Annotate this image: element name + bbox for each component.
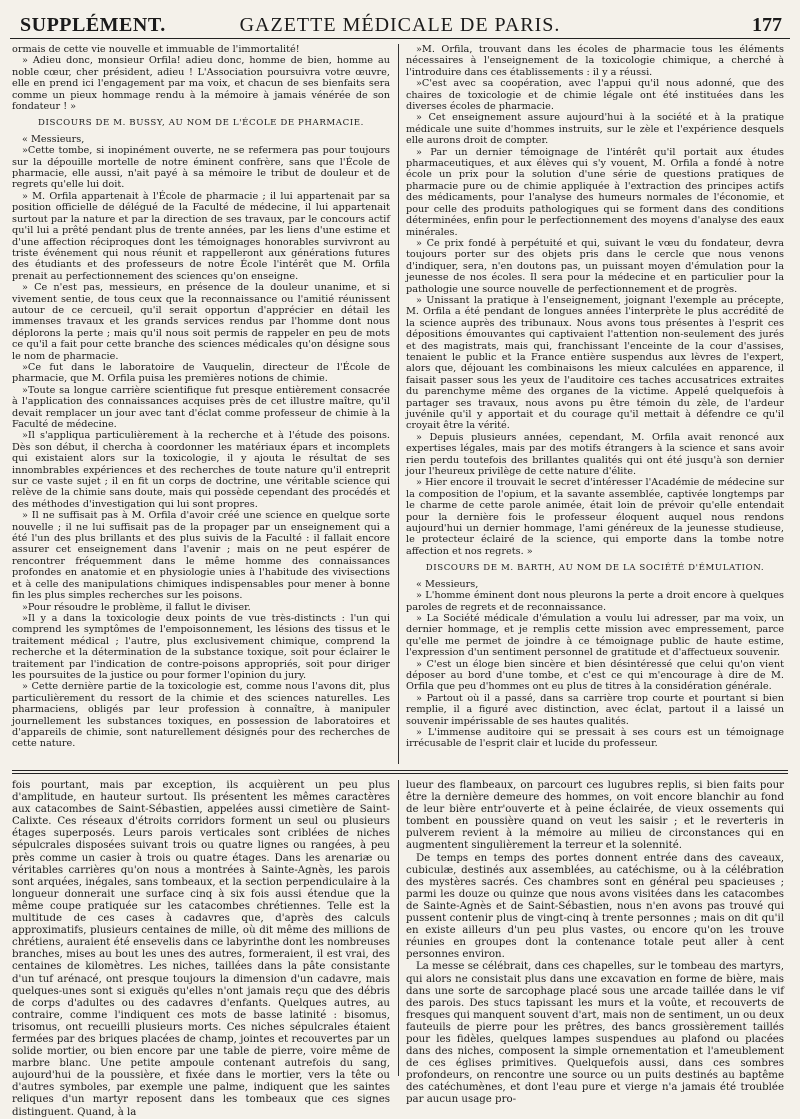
page-header — [10, 0, 790, 38]
salutation: « Messieurs, — [22, 133, 85, 145]
paragraph: »M. Orfila, trouvant dans les écoles de pharmacie tous les éléments nécessaires à l'enseignement de la toxicologie chimique, a cherché à l'introduire dans ces établissements : il y a réussi. — [406, 44, 784, 78]
paragraph: » Il ne suffisait pas à M. Orfila d'avoir créé une science en quelque sorte nouvelle ; il ne lui suffisait pas de la propager par un enseignement qui a été l'un des plus brillants et des plus suivis de la Faculté : il fallait encore assurer cet enseignement dans l'avenir ; mais on ne peut espérer de rencontrer fréquemment dans le même homme des connaissances profondes en anatomie et en physiologie unies à l'habitude des vivisections et à celle des manipulations chimiques indispensables pour mener à bonne fin les plus simples recherches sur les poisons. — [12, 510, 390, 602]
column-separator — [398, 44, 399, 764]
paragraph: » Adieu donc, monsieur Orfila! adieu donc, homme de bien, homme au noble cœur, cher président, adieu ! L'Association poursuivra votre œuvre, elle en prend ici l'engagement par ma voix, et chacun de ses bienfaits sera comme un pieux hommage rendu à la mémoire à jamais vénérée de son fondateur ! » — [12, 55, 390, 113]
paragraph: ormais de cette vie nouvelle et immuable de l'immortalité! — [12, 44, 300, 55]
feuilleton-rule-double — [12, 773, 788, 774]
feuilleton-column-right — [406, 780, 784, 1106]
paragraph: » Hier encore il trouvait le secret d'intéresser l'Académie de médecine sur la composition de l'opium, et la savante assemblée, captivée longtemps par le charme de cette parole animée, était loin de prévoir qu'elle entendait pour la dernière fois le professeur éloquent auquel nous rendons aujourd'hui un dernier hommage, l'ami généreux de la jeunesse studieuse, le protecteur éclairé de la science, qui emporte dans la tombe notre affection et nos regrets. » — [406, 477, 784, 557]
speech-heading-barth: DISCOURS DE M. BARTH, AU NOM DE LA SOCIÉTÉ D'ÉMULATION. — [425, 563, 765, 574]
paragraph: » La Société médicale d'émulation a voulu lui adresser, par ma voix, un dernier hommage, et je remplis cette mission avec empressement, parce qu'elle me permet de joindre à ce témoignage public de haute estime, l'expression d'un sentiment personnel de gratitude et d'affectueux souvenir. — [406, 612, 784, 659]
salutation: « Messieurs, — [416, 578, 479, 590]
paragraph: »Il y a dans la toxicologie deux points de vue très-distincts : l'un qui comprend les symptômes de l'empoisonnement, les lésions des tissus et le traitement médical ; l'autre, plus exclusivement chimique, comprend la recherche et la détermination de la substance toxique, soit pour éclairer le traitement par l'indication de contre-poisons appropriés, soit pour diriger les poursuites de la justice ou pour former l'opinion du jury. — [12, 612, 390, 681]
header-rule — [10, 38, 790, 39]
paragraph: »Toute sa longue carrière scientifique fut presque entièrement consacrée à l'application des connaissances acquises près de cet illustre maître, qu'il devait remplacer un jour avec tant d'éclat comme professeur de chimie à la Faculté de médecine. — [12, 384, 390, 430]
paragraph: lueur des flambeaux, on parcourt ces lugubres replis, si bien faits pour être la dernière demeure des hommes, on voit encore blanchir au fond de leur bière entr'ouverte et à peine éclairée, de vieux ossements qui tombent en poussière quand on veut les saisir ; et le reverteris in pulverem revient à la mémoire au milieu de circonstances qui en augmentent singulièrement la terreur et la solennité. — [406, 780, 784, 852]
paragraph: De temps en temps des portes donnent entrée dans des caveaux, cubiculæ, destinés aux assemblées, au catéchisme, ou à la célébration des mystères sacrés. Ces chambres sont en général peu spacieuses ; parmi les douze ou quinze que nous avons visitées dans les catacombes de Sainte-Agnès et de Saint-Sébastien, nous n'en avons pas trouvé qui pussent contenir plus de vingt-cinq à trente personnes ; mais on dit qu'il en existe ailleurs d'un peu plus vastes, ou encore qu'on les trouve réunies en groupes dont la contenance totale peut aller à cent personnes environ. — [406, 852, 784, 961]
speeches-section — [12, 44, 788, 764]
publication-title: GAZETTE MÉDICALE DE PARIS. — [239, 14, 561, 36]
paragraph: »Il s'appliqua particulièrement à la recherche et à l'étude des poisons. Dès son début, il chercha à coordonner les matériaux épars et incomplets qui existaient alors sur la toxicologie, il y ajouta le résultat de ses innombrables expériences et des recherches de toute nature qu'il entreprit sur ce vaste sujet ; il en fit un corps de doctrine, une véritable science qui relève de la chimie sans doute, mais qui possède cependant des procédés et des méthodes d'investigation qui lui sont propres. — [12, 430, 390, 510]
paragraph: » Par un dernier témoignage de l'intérêt qu'il portait aux études pharmaceutiques, et aux élèves qui s'y vouent, M. Orfila a fondé à notre école un prix pour la solution d'une série de questions pratiques de pharmacie pure ou de chimie appliquée à l'extraction des principes actifs des médicaments, pour l'analyse des humeurs normales de l'économie, et pour celle des produits pathologiques qui se forment dans des conditions déterminées, enfin pour le perfectionnement des moyens d'analyse des eaux minérales. — [406, 146, 784, 238]
paragraph: » C'est un éloge bien sincère et bien désintéressé que celui qu'on vient déposer au bord d'une tombe, et c'est ce qui m'encourage à dire de M. Orfila que peu d'hommes ont eu plus de titres à la considération générale. — [406, 658, 784, 693]
speeches-column-left — [12, 44, 390, 764]
paragraph: »Pour résoudre le problème, il fallut le diviser. — [22, 601, 251, 613]
feuilleton-column-left — [12, 780, 390, 1118]
paragraph: fois pourtant, mais par exception, ils acquièrent un peu plus d'amplitude, en hauteur surtout. Ils présentent les mêmes caractères aux catacombes de Saint-Sébastien, appelées aussi cimetière de Saint-Calixte. Ces réseaux d'étroits corridors forment un seul ou plusieurs étages superposés. Leurs parois verticales sont criblées de niches sépulcrales disposées suivant trois ou quatre lignes ou rangées, à peu près comme un casier à trois ou quatre étages. Dans les arenariæ ou véritables carrières qu'on nous a montrées à Sainte-Agnès, les parois sont arquées, inégales, sans tombeaux, et la section perpendiculaire à la longueur donnerait une surface cinq à six fois aussi étendue que la même coupe pratiquée sur les catacombes chrétiennes. Telle est la multitude de ces cases à cadavres que, d'après des calculs approximatifs, plusieurs centaines de mille, où dit même des millions de chrétiens, auraient été ensevelis dans ce labyrinthe dont les nombreuses branches, mises au bout les unes des autres, formeraient, il est vrai, des centaines de kilomètres. Les niches, taillées dans la pâte consistante d'un tuf arénacé, ont presque toujours la dimension d'un cadavre, mais quelques-unes sont si exiguës qu'elles n'ont jamais reçu que des débris de corps d'adultes ou des cadavres d'enfants. Quelques autres, au contraire, comme l'indiquent ces mots de basse latinité : bisomus, trisomus, ont recueilli plusieurs morts. Ces niches sépulcrales étaient fermées par des briques placées de champ, jointes et recouvertes par un solide mortier, ou bien encore par une table de pierre, voire même de marbre blanc. Une petite ampoule contenant autrefois du sang, aujourd'hui de la poussière, et fixée dans le mortier, vers la tête ou d'autres symboles, par exemple une palme, indiquent que les saintes reliques d'un martyr reposent dans les tombeaux que ces signes distinguent. Quand, à la — [12, 780, 390, 1118]
paragraph: » Partout où il a passé, dans sa carrière trop courte et pourtant si bien remplie, il a figuré avec distinction, avec éclat, partout il a laissé un souvenir impérissable de ses hautes qualités. — [406, 692, 784, 727]
paragraph: » Unissant la pratique à l'enseignement, joignant l'exemple au précepte, M. Orfila a été pendant de longues années l'interprète le plus accrédité de la science auprès des tribunaux. Nous avons tous présentes à l'esprit ces dépositions émouvantes qui captivaient l'attention non-seulement des jurés et des magistrats, mais qui, franchissant l'enceinte de la cour d'assises, tenaient le public et la France entière suspendus aux lèvres de l'expert, alors que, déjouant les combinaisons les mieux calculées en apparence, il faisait passer sous les yeux de l'auditoire ces taches accusatrices extraites du parenchyme même des organes de la victime. Appelé quelquefois à partager ses travaux, nous avons pu être témoin du zèle, de l'ardeur juvénile qu'il y apportait et du courage qu'il mettait à défendre ce qu'il croyait être la vérité. — [406, 294, 784, 432]
paragraph: » L'homme éminent dont nous pleurons la perte a droit encore à quelques paroles de regrets et de reconnaissance. — [406, 590, 784, 613]
supplement-label: SUPPLÉMENT. — [20, 14, 166, 36]
paragraph: »Cette tombe, si inopinément ouverte, ne se refermera pas pour toujours sur la dépouille mortelle de notre éminent confrère, sans que l'École de pharmacie, elle aussi, n'ait payé à sa mémoire le tribut de douleur et de regrets qu'elle lui doit. — [12, 145, 390, 191]
speech-heading-bussy: DISCOURS DE M. BUSSY, AU NOM DE L'ÉCOLE DE PHARMACIE. — [38, 118, 364, 129]
paragraph: » L'immense auditoire qui se pressait à ses cours est un témoignage irrécusable de l'esprit clair et lucide du professeur. — [406, 726, 784, 750]
paragraph: » Cet enseignement assure aujourd'hui à la société et à la pratique médicale une suite d'hommes instruits, sur le zèle et l'expérience desquels elle aurons droit de compter. — [406, 112, 784, 147]
speeches-column-right — [406, 44, 784, 764]
paragraph: » Ce prix fondé à perpétuité et qui, suivant le vœu du fondateur, devra toujours porter sur des objets pris dans le cercle que nous venons d'indiquer, sera, n'en doutons pas, un puissant moyen d'émulation pour la jeunesse de nos écoles. Il sera pour la médecine et en particulier pour la pathologie une source nouvelle de perfectionnement et de progrès. — [406, 237, 784, 295]
feuilleton-rule — [12, 770, 788, 771]
paragraph: » Cette dernière partie de la toxicologie est, comme nous l'avons dit, plus particulièrement du ressort de la chimie et des sciences naturelles. Les pharmaciens, obligés par leur profession à connaître, à manipuler journellement les substances toxiques, en possession de laboratoires et d'appareils de chimie, sont naturellement désignés pour des recherches de cette nature. — [12, 681, 390, 750]
feuilleton-section — [12, 780, 788, 1118]
page-number: 177 — [752, 14, 782, 36]
paragraph: » M. Orfila appartenait à l'École de pharmacie ; il lui appartenait par sa position officielle de délégué de la Faculté de médecine, il lui appartenait surtout par la nature et par la direction de ses travaux, par le concours actif qu'il lui a prêté pendant plus de trente années, par les liens d'une estime et d'une affection réciproques dont les témoignages honorables survivront au triste événement qui nous réunit et rappelleront aux générations futures des étudiants et des professeurs de notre École l'intérêt que M. Orfila prenait au perfectionnement des sciences qu'on enseigne. — [12, 190, 390, 282]
paragraph: » Depuis plusieurs années, cependant, M. Orfila avait renoncé aux expertises légales, mais par des motifs étrangers à la science et sans avoir rien perdu toutefois des brillantes qualités qui ont été jusqu'à son dernier jour l'heureux privilège de cette nature d'élite. — [406, 431, 784, 478]
paragraph: » Ce n'est pas, messieurs, en présence de la douleur unanime, et si vivement sentie, de tous ceux que la reconnaissance ou l'amitié réunissent autour de ce cercueil, qu'il serait opportun d'apprécier en détail les immenses travaux et les grands services rendus par l'homme dont nous déplorons la perte ; mais qu'il nous soit permis de rappeler en peu de mots ce qu'il a fait pour cette branche des sciences médicales qu'on désigne sous le nom de pharmacie. — [12, 282, 390, 362]
column-separator — [398, 780, 399, 1076]
paragraph: La messe se célébrait, dans ces chapelles, sur le tombeau des martyrs, qui alors ne consistait plus dans une excavation en forme de bière, mais dans une sorte de sarcophage placé sous une arcade taillée dans le vif des parois. Des stucs tapissant les murs et la voûte, et recouverts de fresques qui manquent souvent d'art, mais non de sentiment, un ou deux fauteuils de pierre pour les prêtres, des bancs grossièrement taillés pour les fidèles, quelques lampes suspendues au plafond ou placées dans des niches, composent la simple ornementation et l'ameublement de ces églises primitives. Quelquefois aussi, dans ces sombres profondeurs, on rencontre une source ou un puits destinés au baptême des catéchumènes, et dont l'eau pure et vierge n'a jamais été troublée par aucun usage pro- — [406, 961, 784, 1106]
paragraph: »Ce fut dans le laboratoire de Vauquelin, directeur de l'École de pharmacie, que M. Orfila puisa les premières notions de chimie. — [12, 361, 390, 385]
paragraph: »C'est avec sa coopération, avec l'appui qu'il nous adonné, que des chaires de toxicologie et de chimie légale ont été instituées dans les diverses écoles de pharmacie. — [406, 78, 784, 113]
